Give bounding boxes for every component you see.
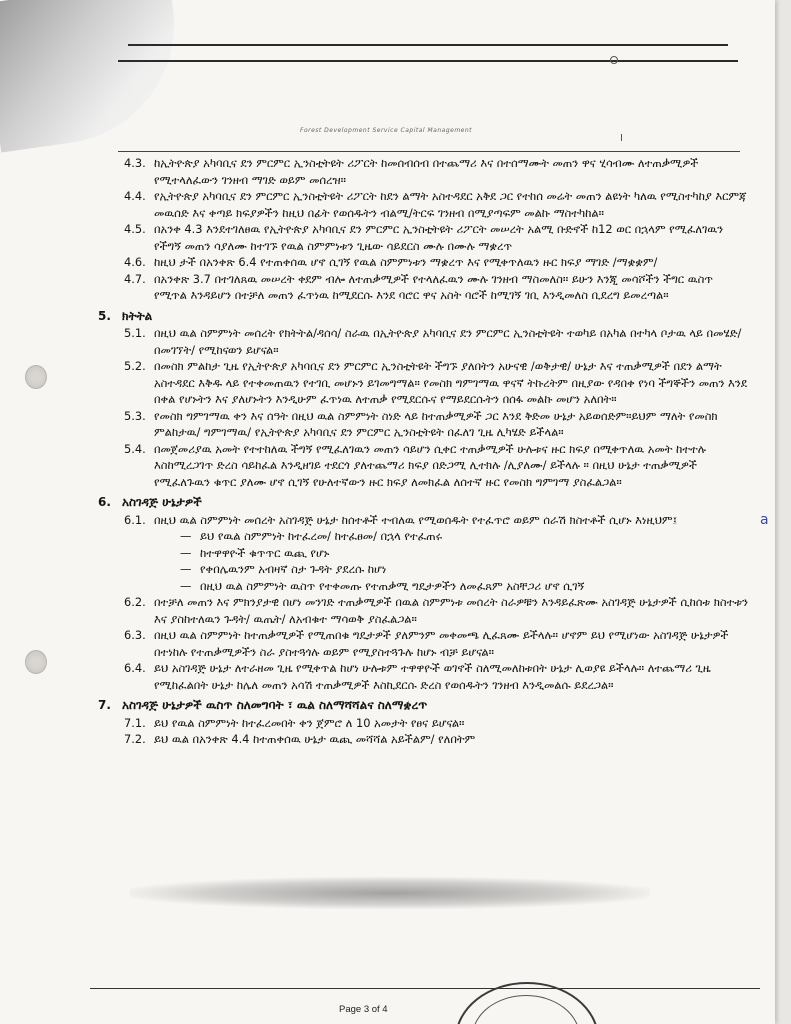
clause-6-2 xyxy=(124,594,748,627)
clause-text: በመስክ ምልከታ ጊዜ የኢትዮጵያ አካባቢና ደን ምርምር ኢንስቲትዩት ችግኙ ያለበትን አሁናዊ /ወቅታዊ/ ሁኔታ እና ተጠቃሚዎች በደን ልማት አስተዳደር እቅዱ ላይ የተቀመጠዉን የተገቢ መሆኑን ይገመግማል። የመስክ ግምገማዉ ዋናኛ ትኩረትም በዚያው የዳበቀ የነባ ችግኞችን መጠን እንደ በቀል የሆኑትን እና ያለሆኑትን እንዲሁም ፈጥነዉ ለተጠቃ የሚደርሱና የማይደርሱትን በሰፋ መልኩ መሆን አለበት። xyxy=(154,359,747,406)
punch-hole-lower xyxy=(25,650,47,674)
folded-corner xyxy=(0,0,190,152)
clause-6-1-list xyxy=(180,528,748,594)
clause-text: በዚህ ዉል ስምምነት ከተጠቃሚዎች የሚጠበቁ ግዴታዎች ያለምንም መቀመጫ ሊፈጸሙ ይችላሉ። ሆኖም ይህ የሚሆነው አስገዳጅ ሁኔታዎች በተነከሉ የተጠቃሚዎችን ስራ ያስተጓጎሉ ወይም የሚያስተጓጉሉ ከሆኑ ብቻ ይሆናል። xyxy=(154,628,729,659)
page-number: Page 3 of 4 xyxy=(339,1004,388,1015)
clause-text: በዚህ ዉል ስምምነት መሰረት አስገዳጅ ሁኔታ ከሰተቶች ተብለዉ የሚወሰዱት የተፈጥሮ ወይም ሰራሽ ክስተቶች ሲሆኑ እነዚህም፤ xyxy=(154,512,678,527)
section-7-heading xyxy=(98,697,748,714)
list-item xyxy=(180,561,748,578)
clause-4-7 xyxy=(124,271,748,304)
punch-hole-upper xyxy=(25,365,47,389)
dash-marker: — xyxy=(180,545,192,560)
list-item xyxy=(180,578,748,595)
clause-4-4 xyxy=(124,188,748,221)
section-5-heading xyxy=(98,308,748,325)
clause-text: የኢትዮጵያ አካባቢና ደን ምርምር ኢንስቲትዩት ሪፖርት ከደን ልማት አስተዳደር አቅደ ጋር የተከሰ መሬት መጠን ልዩነት ካለዉ የሚስተካከያ እርምጃ መዉሰድ እና ቀጣይ ክፍያዎችን ከዚህ በፊት የወሰዱትን ብልሚ/ትርፍ ገንዘብ በሚያጣፍም መልኩ ማስተካከል። xyxy=(154,189,747,220)
section-6-heading xyxy=(98,494,748,511)
list-item xyxy=(180,545,748,562)
clause-7-2 xyxy=(124,731,748,748)
clause-6-1 xyxy=(124,512,748,529)
document-body xyxy=(98,155,748,748)
handwritten-pen-mark: a xyxy=(760,512,769,528)
clause-4-5 xyxy=(124,221,748,254)
section-number: 7. xyxy=(98,698,111,712)
clause-5-4 xyxy=(124,441,748,491)
clause-number: 7.2. xyxy=(124,732,146,746)
clause-number: 6.3. xyxy=(124,628,146,642)
tick-mark xyxy=(621,134,622,141)
clause-text: ይህ ዉል በአንቀጽ 4.4 ከተጠቀሰዉ ሁኔታ ዉጪ መሻሻል አይችልም/ የለበትም xyxy=(154,732,476,746)
dash-marker: — xyxy=(180,578,192,593)
clause-number: 4.6. xyxy=(124,255,146,269)
clause-number: 5.4. xyxy=(124,441,146,456)
footer-rule xyxy=(90,988,760,989)
faint-banner-text: Forest Development Service Capital Management xyxy=(300,127,473,134)
clause-number: 5.3. xyxy=(124,408,146,423)
clause-5-3 xyxy=(124,408,748,441)
clause-text: በመጀመሪያዉ አመት የተተከለዉ ችግኝ የሚፈለገዉን መጠን ሳይሆን ሲቀር ተጠቃሚዎች ሁሉቱና ዙር ክፍያ በሚቀጥለዉ አመት ከተተሉ እስከሚረጋገጥ ድረስ ሳይከፈል እንዲዘገይ ተደርጎ ያለተጨማሪ ክፍያ በድጋሚ ሊተክሉ /ሊያለሙ/ ይችላሉ ። በዚህ ሁኔታ ተጠቃሚዎች የሚፈለጉዉን ቁጥር ያለሙ ሆኖ ሲገኝ የሁለተኛውን ዙር ክፍያ ለመክፈል ለሰተኛ ዙር የመስክ ግምገማ ያስፈልጋል። xyxy=(154,441,706,489)
clause-number: 4.4. xyxy=(124,189,146,203)
list-item-text: በዚህ ዉል ስምምነት ዉስጥ የተቀመጡ የተጠቃሚ ግዴታዎችን ለመፈጸም አስቸጋሪ ሆኖ ሲገኝ xyxy=(200,578,585,593)
clause-text: በተቻለ መጠን እና ምክንያታዊ በሆነ መንገድ ተጠቃሚዎች በዉል ስምምነቱ መሰረት ስራዎቹን እንዳይፈጽሙ አስገዳጅ ሁኔታዎች ሲከሰቱ ክስተቱን እና ያስከተለዉን ጉዳት/ ዉጤት/ ለአብቁተ ማሳወቅ ያስፈልጋል። xyxy=(154,595,748,626)
clause-number: 7.1. xyxy=(124,715,146,730)
clause-4-6 xyxy=(124,254,748,271)
list-item-text: ከተዋዋዮች ቁጥጥር ዉጪ የሆኑ xyxy=(200,545,330,560)
clause-text: ይህ አስገዳጅ ሁኔታ ለተራዘመ ጊዜ የሚቀጥል ከሆነ ሁሉቱም ተዋዋዮች ወገኖች ስለሚመለከቱበት ሁኔታ ሊወያዩ ይችላሉ። ለተጨማሪ ጊዜ የሚከፈልበት ሁኔታ ከሌለ መጠን አሳሽ ተጠቃሚዎች እስኪደርሱ ድረስ የወሰዱትን ገንዘብ እንዲመልሱ ይደረጋል። xyxy=(154,661,711,692)
clause-text: በአንቀጽ 3.7 በተገለጸዉ መሠረት ቀደም ብሎ ለተጠቃሚዎች የተላለፈዉን ሙሉ ገንዘብ ማስመለስ። ይሁን እንጂ መሳሾችን ችግር ዉስጥ የሚጥል እንዳይሆን በተቻለ መጠን ፈጥነዉ ከሚደርሱ እንደ ባሮር ዋና አስት ባሮች ከሚገኝ ገቢ እንዲመለስ ቢደረግ ይመረጣል። xyxy=(154,271,713,302)
clause-5-2 xyxy=(124,358,748,408)
list-item-text: ይህ የዉል ስምምነት ከተፈረመ/ ከተፈፀመ/ በኋላ የተፈጠሩ xyxy=(200,529,443,543)
dash-marker: — xyxy=(180,529,192,543)
header-rule xyxy=(118,151,740,152)
clause-4-3 xyxy=(124,155,748,188)
clause-number: 4.5. xyxy=(124,222,146,236)
clause-text: በዚህ ዉል ስምምነት መሰረት የክትትል/ዳሰሳ/ ስራዉ በኢትዮጵያ አካባቢና ደን ምርምር ኢንስቲትዩት ተወካይ በአካል በተካላ ቦታዉ ላይ በመሄድ/ በመገኘት/ የሚከናወን ይሆናል። xyxy=(154,326,742,357)
clause-6-3 xyxy=(124,627,748,660)
clause-number: 6.2. xyxy=(124,595,146,609)
stray-circle-mark xyxy=(610,56,618,64)
clause-7-1 xyxy=(124,715,748,732)
clause-text: የመስክ ግምገማዉ ቀን እና ሰዓት በዚህ ዉል ስምምነት ስነድ ላይ ከተጠቃሚዎች ጋር እንደ ቅድመ ሁኔታ አይወሰድም።ይህም ማለት የመስክ ምልከታዉ/ ግምገማዉ/ የኢትዮጵያ አካባቢና ደን ምርምር ኢንስቲትዩት በፈለገ ጊዜ ሊካሄድ ይችላል። xyxy=(154,408,718,439)
clause-6-4 xyxy=(124,660,748,693)
section-number: 6. xyxy=(98,495,111,509)
top-rule-second xyxy=(118,60,738,62)
clause-text: ከዚህ ታች በአንቀጽ 6.4 የተጠቀሰዉ ሆኖ ሲገኝ የዉል ስምምነቱን ማቋረጥ እና የሚቀጥለዉን ዙር ክፍያ ማገድ /ማቋቋም/ xyxy=(154,255,658,269)
section-title: አስገዳጅ ሁኔታዎች ዉስጥ ስለመግባት ፣ ዉል ስለማሻሻልና ስለማቋረጥ xyxy=(122,698,428,712)
dash-marker: — xyxy=(180,562,192,576)
top-rule xyxy=(128,44,728,46)
clause-text: ከኢትዮጵያ አካባቢና ደን ምርምር ኢንስቲትዩት ሪፖርት ከመሰብሰብ በተጨማሪ እና በተሰማሙት መጠን ዋና ሂሳብሙ ለተጠቃሚዎች የሚተላለፈውን ገንዘብ ማገድ ወይም መሰረዝ። xyxy=(154,156,699,187)
clause-number: 4.3. xyxy=(124,156,146,170)
section-title: አስገዳጅ ሁኔታዎች xyxy=(122,495,202,509)
section-number: 5. xyxy=(98,308,111,323)
toner-smudge xyxy=(130,877,650,909)
list-item-text: የቀበሌዉንም አብዛኛ ስታ ጉዳት ያደረሱ ከሆነ xyxy=(200,562,387,576)
clause-text: በአንቀ 4.3 እንደተገለፀዉ የኢትዮጵያ አካባቢና ደን ምርምር ኢንስቲትዩት ሪፖርት መሠረት አልሚ ቡድኖች ከ12 ወር በኋላም የሚፈለገዉን የችግኝ መጠን ሳያለሙ ከተገኙ የዉል ስምምነቱን ጊዜው ሳይደርስ ሙሉ በሙሉ ማቋረጥ xyxy=(154,222,724,253)
clause-number: 4.7. xyxy=(124,271,146,286)
clause-number: 5.2. xyxy=(124,359,146,373)
clause-number: 6.4. xyxy=(124,661,146,675)
clause-5-1 xyxy=(124,325,748,358)
section-title: ክትትል xyxy=(122,308,153,323)
list-item xyxy=(180,528,748,545)
clause-number: 5.1. xyxy=(124,326,146,340)
clause-number: 6.1. xyxy=(124,512,146,527)
clause-text: ይህ የዉል ስምምነት ከተፈረመበት ቀን ጀምሮ ለ 10 አመታት የፀና ይሆናል። xyxy=(154,715,465,730)
